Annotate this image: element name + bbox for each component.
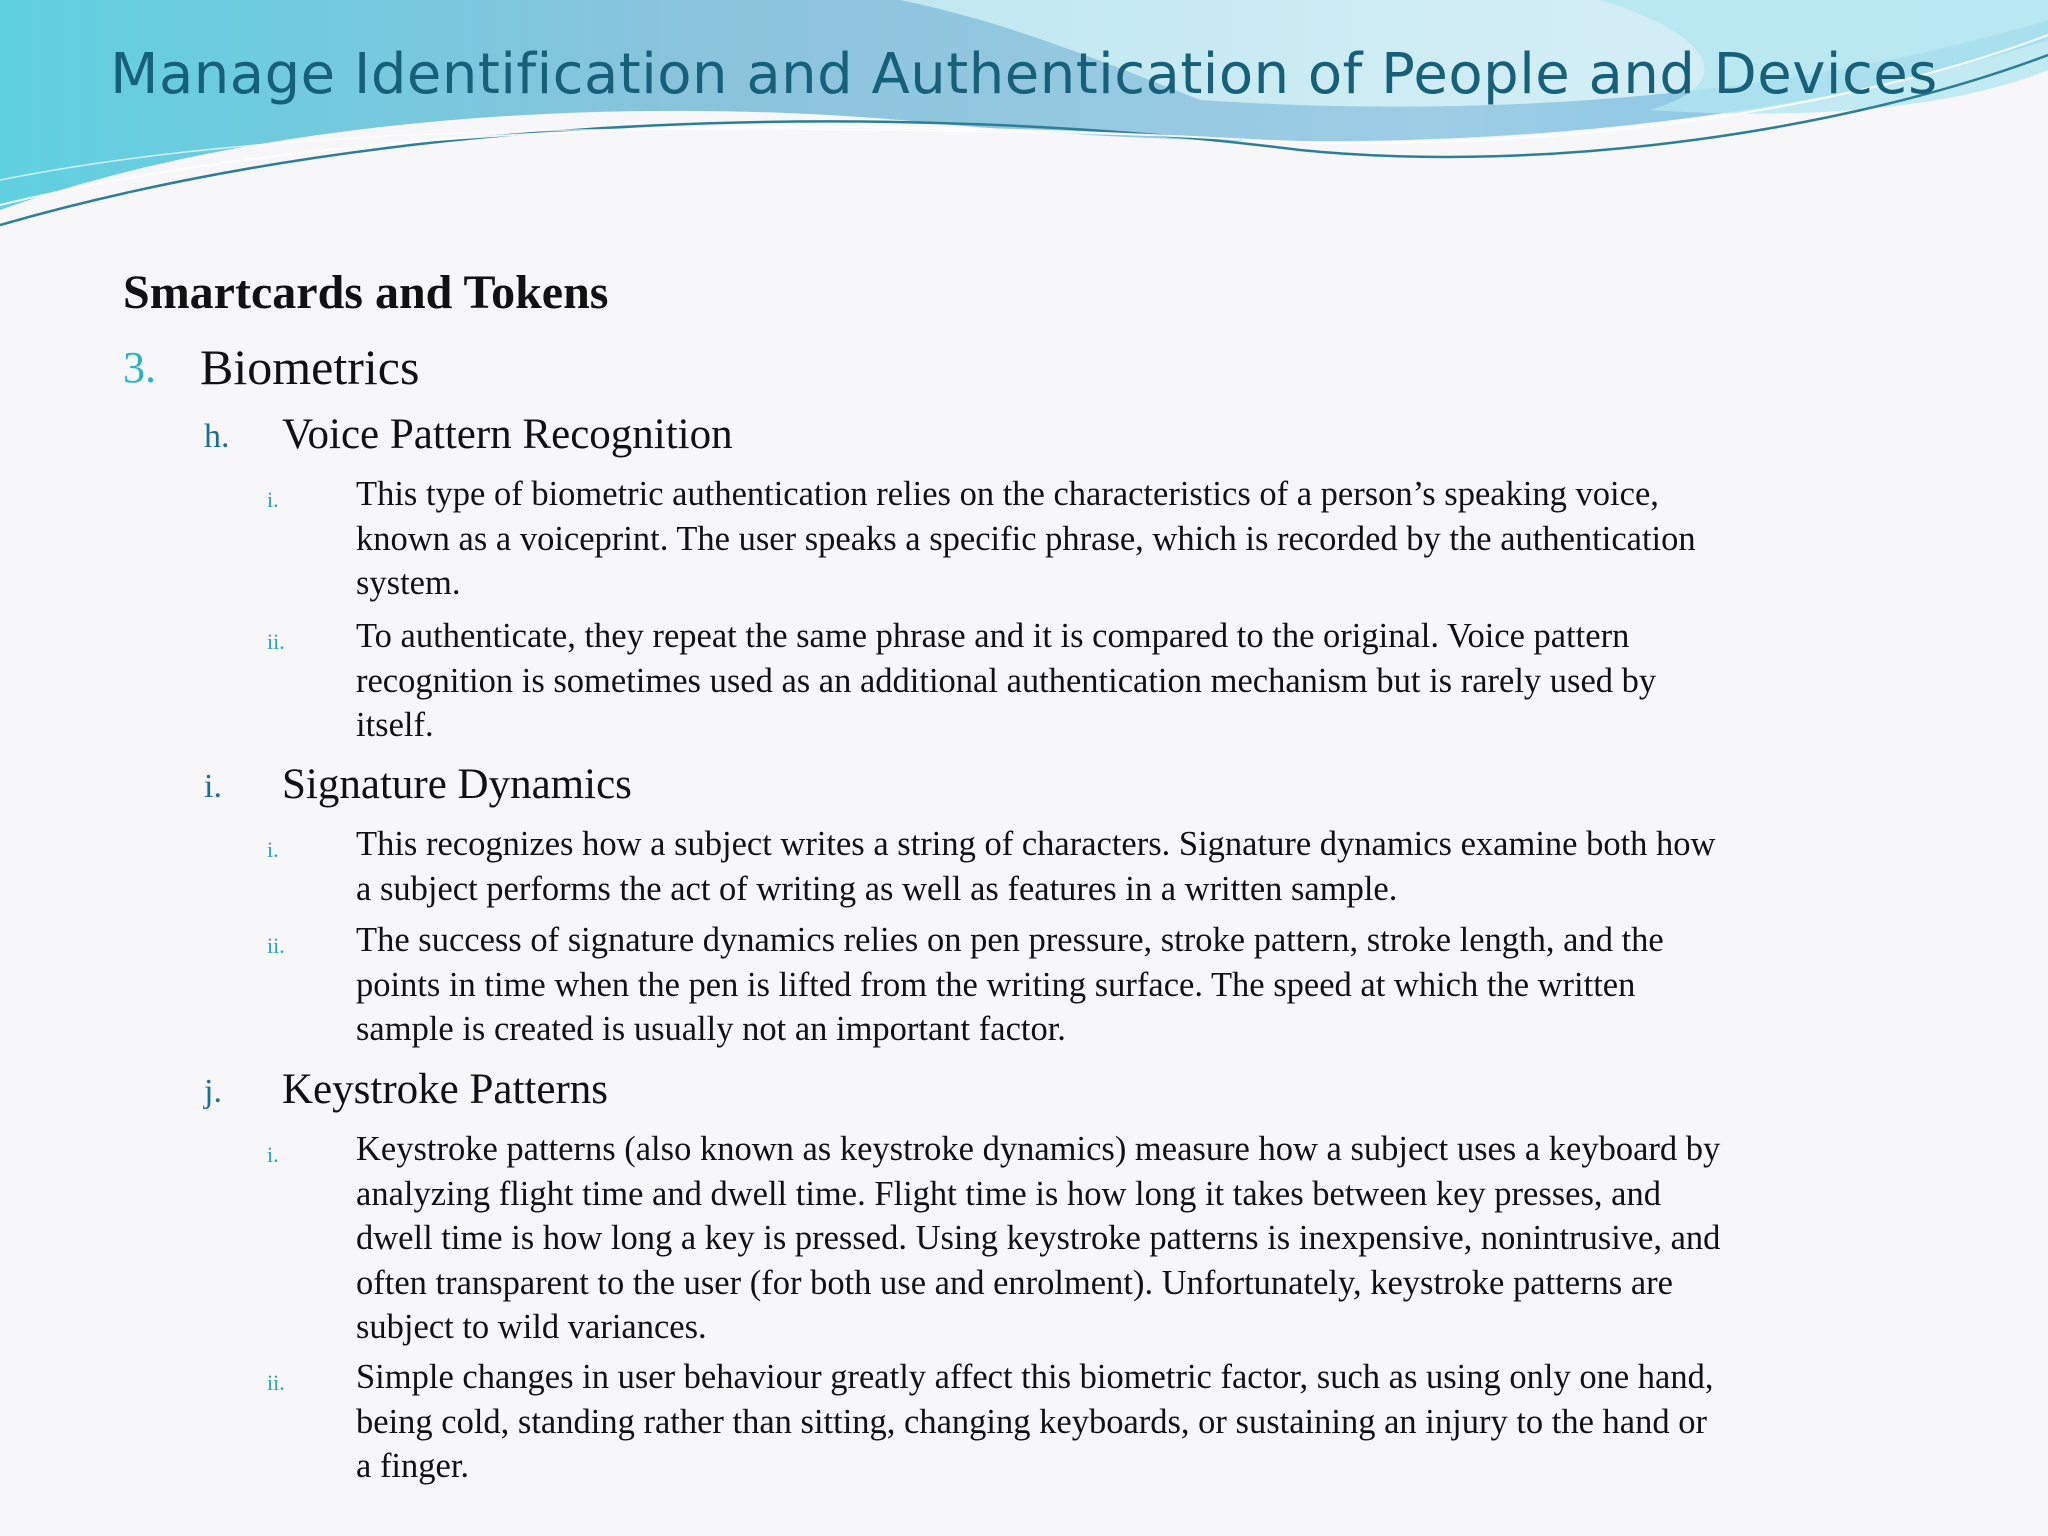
text-line: analyzing flight time and dwell time. Flight time is how long it takes between key presses, and bbox=[356, 1174, 1661, 1213]
subitem-marker: h. bbox=[204, 418, 230, 455]
point-marker: ii. bbox=[267, 629, 285, 654]
point-paragraph bbox=[356, 822, 1956, 911]
list-number: 3. bbox=[123, 343, 156, 392]
point-paragraph bbox=[356, 614, 1956, 748]
text-line: recognition is sometimes used as an additional authentication mechanism but is rarely used by bbox=[356, 661, 1657, 700]
text-line: This type of biometric authentication relies on the characteristics of a person’s speaking voice, bbox=[356, 475, 1659, 513]
list-heading-biometrics: Biometrics bbox=[200, 339, 420, 395]
text-line: often transparent to the user (for both use and enrolment). Unfortunately, keystroke patterns are bbox=[356, 1263, 1673, 1302]
text-line: system. bbox=[356, 564, 461, 602]
subitem-heading-voice: Voice Pattern Recognition bbox=[282, 411, 733, 458]
text-line: Keystroke patterns (also known as keystroke dynamics) measure how a subject uses a keyboard by bbox=[356, 1130, 1721, 1168]
subitem-heading-signature: Signature Dynamics bbox=[282, 761, 632, 808]
point-paragraph bbox=[356, 472, 1956, 606]
subitem-marker: j. bbox=[204, 1073, 222, 1110]
text-line: Simple changes in user behaviour greatly affect this biometric factor, such as using only one hand, bbox=[356, 1358, 1714, 1396]
text-line: known as a voiceprint. The user speaks a specific phrase, which is recorded by the authentication bbox=[356, 519, 1696, 558]
point-marker: i. bbox=[267, 837, 279, 862]
section-heading: Smartcards and Tokens bbox=[123, 266, 609, 319]
text-line: The success of signature dynamics relies on pen pressure, stroke pattern, stroke length, and the bbox=[356, 921, 1664, 959]
point-paragraph bbox=[356, 918, 1956, 1052]
text-line: subject to wild variances. bbox=[356, 1308, 707, 1346]
text-line: To authenticate, they repeat the same phrase and it is compared to the original. Voice pattern bbox=[356, 617, 1630, 655]
text-line: This recognizes how a subject writes a string of characters. Signature dynamics examine both how bbox=[356, 825, 1716, 863]
text-line: being cold, standing rather than sitting, changing keyboards, or sustaining an injury to the hand or bbox=[356, 1402, 1707, 1441]
subitem-heading-keystroke: Keystroke Patterns bbox=[282, 1066, 609, 1113]
header-wave-decoration bbox=[0, 0, 2048, 240]
text-line: dwell time is how long a key is pressed. Using keystroke patterns is inexpensive, nonintrusive, and bbox=[356, 1219, 1721, 1257]
text-line: points in time when the pen is lifted from the writing surface. The speed at which the written bbox=[356, 965, 1636, 1004]
point-marker: i. bbox=[267, 487, 279, 512]
point-marker: ii. bbox=[267, 933, 285, 958]
point-paragraph bbox=[356, 1127, 1956, 1350]
point-marker: ii. bbox=[267, 1370, 285, 1395]
point-marker: i. bbox=[267, 1142, 279, 1167]
slide-title: Manage Identification and Authentication of People and Devices bbox=[110, 42, 1938, 107]
text-line: sample is created is usually not an important factor. bbox=[356, 1010, 1066, 1048]
text-line: itself. bbox=[356, 706, 434, 744]
text-line: a finger. bbox=[356, 1447, 470, 1485]
subitem-marker: i. bbox=[204, 768, 222, 805]
point-paragraph bbox=[356, 1355, 1956, 1489]
text-line: a subject performs the act of writing as well as features in a written sample. bbox=[356, 869, 1398, 908]
